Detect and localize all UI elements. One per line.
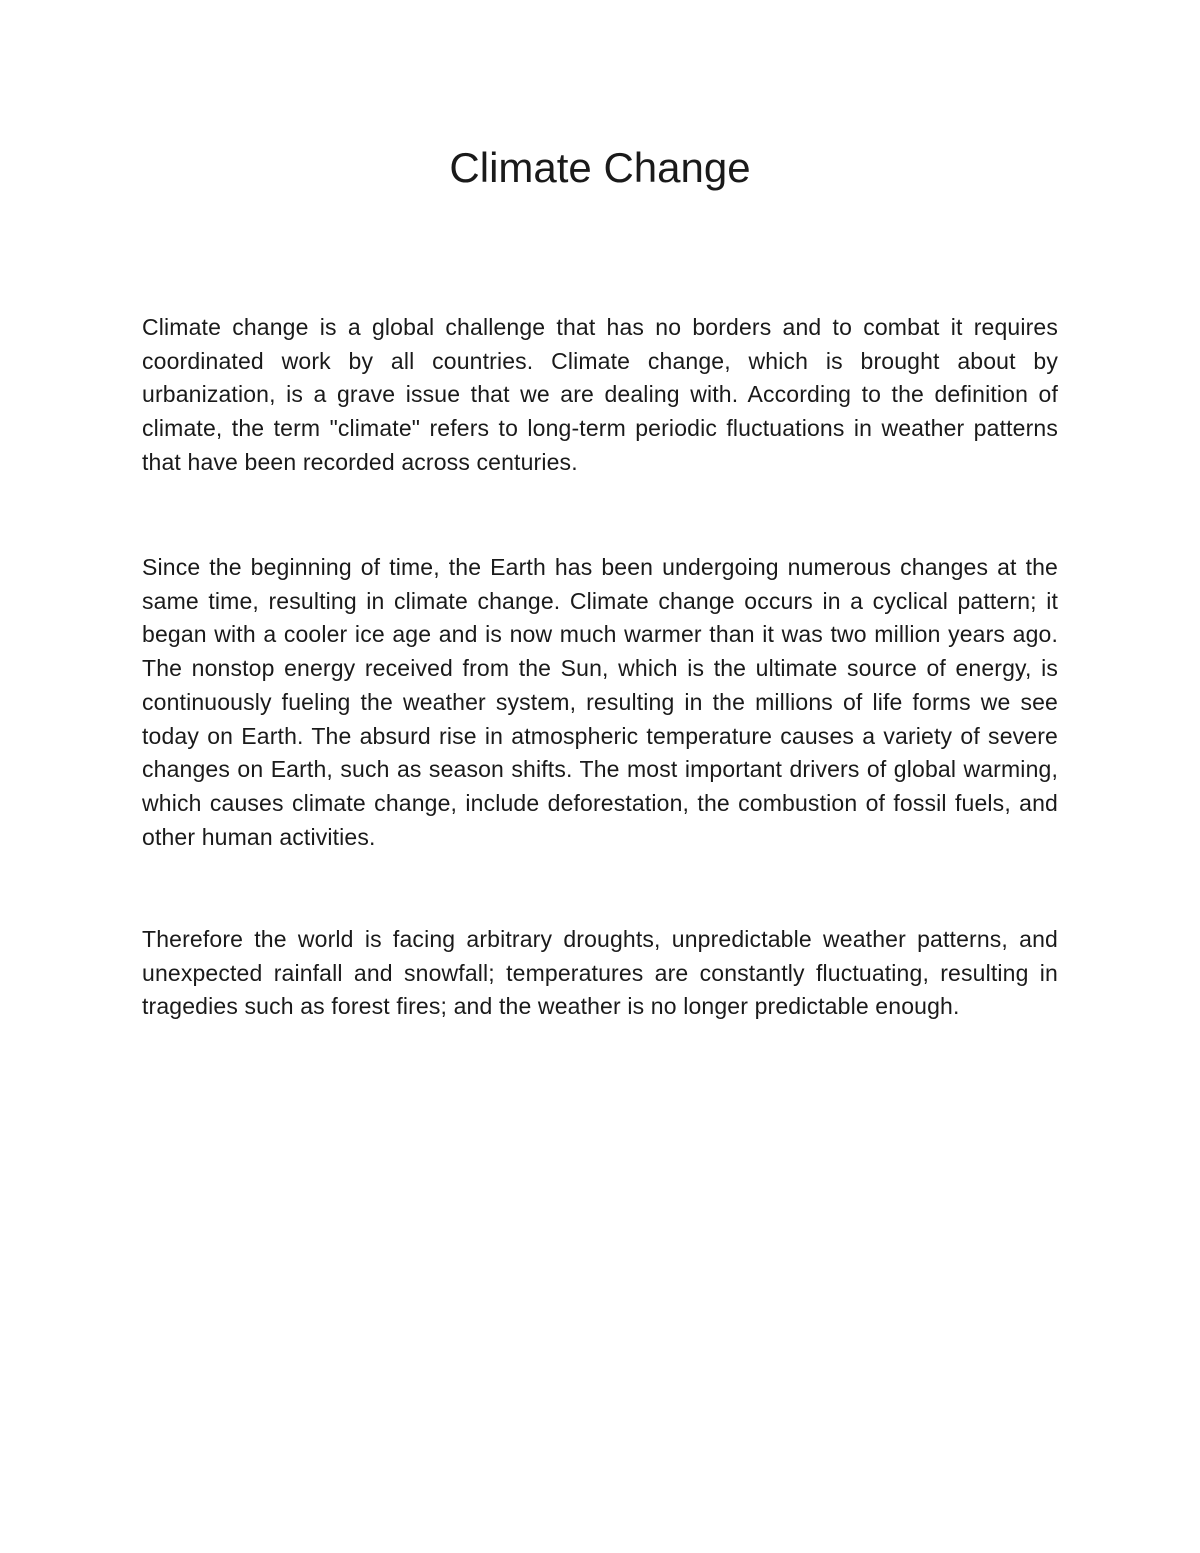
document-title: Climate Change <box>449 144 751 191</box>
paragraph-2: Since the beginning of time, the Earth has been undergoing numerous changes at the same time, resulting in climate change. Climate change occurs in a cyclical pattern; it began with a cooler ice age and is now much warmer than it was two million years ago. The nonstop energy received from the Sun, which is the ultimate source of energy, is continuously fueling the weather system, resulting in the millions of life forms we see today on Earth. The absurd rise in atmospheric temperature causes a variety of severe changes on Earth, such as season shifts. The most important drivers of global warming, which causes climate change, include deforestation, the combustion of fossil fuels, and other human activities. <box>142 554 1058 850</box>
paragraph-1: Climate change is a global challenge that has no borders and to combat it requires coordinated work by all countries. Climate change, which is brought about by urbanization, is a grave issue that we are dealing with. According to the definition of climate, the term "climate" refers to long-term periodic fluctuations in weather patterns that have been recorded across centuries. <box>142 314 1058 475</box>
paragraph-3: Therefore the world is facing arbitrary droughts, unpredictable weather patterns, and unexpected rainfall and snowfall; temperatures are constantly fluctuating, resulting in tragedies such as forest fires; and the weather is no longer predictable enough. <box>142 926 1058 1020</box>
